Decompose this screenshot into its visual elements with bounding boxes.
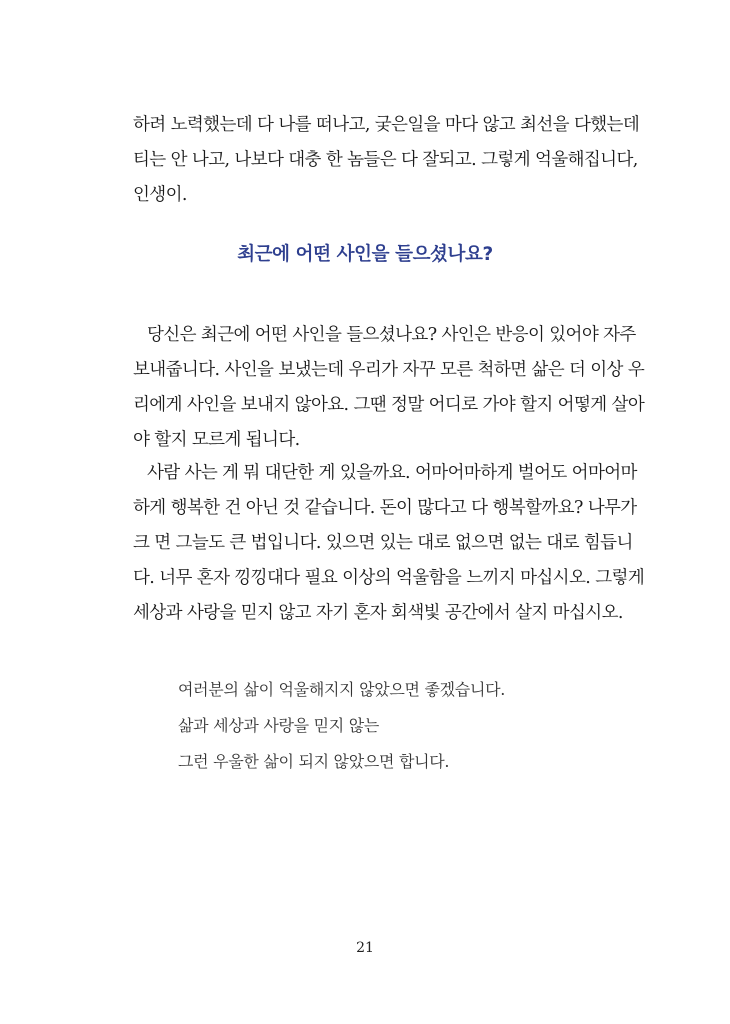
- paragraph-1: [133, 108, 640, 213]
- paragraph-1-line: 인생이.: [133, 185, 187, 205]
- paragraph-2-line: 당신은 최근에 어떤 사인을 들으셨나요? 사인은 반응이 있어야 자주: [147, 325, 636, 345]
- paragraph-2-line: 리에게 사인을 보내지 않아요. 그땐 정말 어디로 가야 할지 어떻게 살아: [133, 395, 645, 415]
- closing-verse-line: 삶과 세상과 사랑을 믿지 않는: [178, 716, 380, 735]
- paragraph-1-line: 하려 노력했는데 다 나를 떠나고, 궂은일을 마다 않고 최선을 다했는데: [133, 115, 640, 135]
- section-heading: 최근에 어떤 사인을 들으셨나요?: [237, 244, 493, 265]
- page-number: 21: [356, 940, 374, 956]
- paragraph-1-line: 티는 안 나고, 나보다 대충 한 놈들은 다 잘되고. 그렇게 억울해집니다,: [133, 150, 638, 170]
- paragraph-2-line: 보내줍니다. 사인을 보냈는데 우리가 자꾸 모른 척하면 삶은 더 이상 우: [133, 360, 645, 380]
- paragraph-3-line: 사람 사는 게 뭐 대단한 게 있을까요. 어마어마하게 벌어도 어마어마: [147, 463, 637, 483]
- paragraph-2-line: 야 할지 모르게 됩니다.: [133, 430, 300, 450]
- closing-verse-line: 여러분의 삶이 억울해지지 않았으면 좋겠습니다.: [178, 680, 506, 699]
- paragraph-2: [133, 318, 645, 458]
- paragraph-3-line: 하게 행복한 건 아닌 것 같습니다. 돈이 많다고 다 행복할까요? 나무가: [133, 498, 637, 518]
- paragraph-3: [133, 456, 645, 631]
- paragraph-3-line: 크 면 그늘도 큰 법입니다. 있으면 있는 대로 없으면 없는 대로 힘듭니: [133, 533, 633, 553]
- closing-verse-line: 그런 우울한 삶이 되지 않았으면 합니다.: [178, 752, 450, 771]
- paragraph-3-line: 세상과 사랑을 믿지 않고 자기 혼자 회색빛 공간에서 살지 마십시오.: [133, 603, 623, 623]
- closing-verse: [178, 672, 598, 780]
- paragraph-3-line: 다. 너무 혼자 낑낑대다 필요 이상의 억울함을 느끼지 마십시오. 그렇게: [133, 568, 645, 588]
